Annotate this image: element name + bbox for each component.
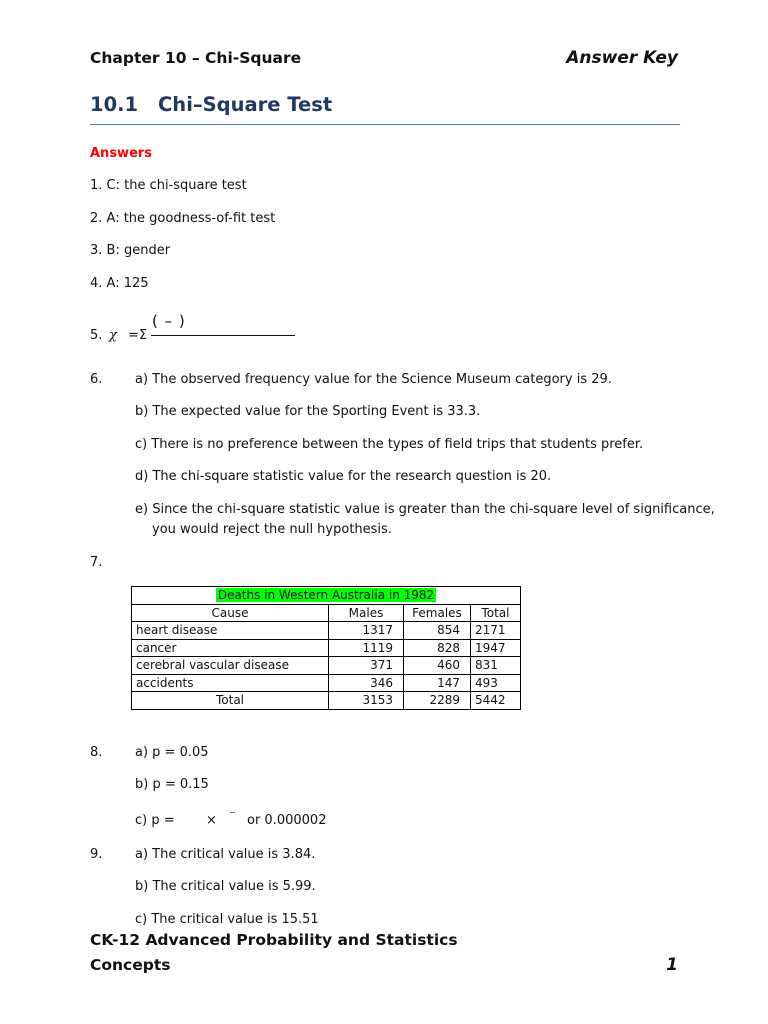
males-cell: 1317 [329,622,404,640]
sigma-symbol: Σ [139,328,148,343]
answers-label: Answers [90,146,153,161]
page-number: 1 [666,955,678,975]
answer-5-number: 5. [90,328,103,343]
total-cell: 493 [471,674,521,692]
section-title [90,93,332,116]
table-title: Deaths in Western Australia in 1982 [217,588,435,603]
total-cell: 1947 [471,639,521,657]
col-header-cause: Cause [132,604,329,622]
section-number: 10.1 [90,93,139,116]
table-title-row [132,587,521,605]
answer-6e-line2: you would reject the null hypothesis. [152,522,392,537]
section-title-text: Chi–Square Test [158,93,333,116]
cause-cell: heart disease [132,622,329,640]
answer-1: 1. C: the chi-square test [90,178,247,193]
table-row [132,674,521,692]
answer-8c-prefix: c) p = [135,813,175,828]
answer-5-formula [90,312,250,352]
answer-6b: b) The expected value for the Sporting Event is 33.3. [135,404,481,419]
answer-2: 2. A: the goodness-of-fit test [90,211,276,226]
answer-8b: b) p = 0.15 [135,777,209,792]
chapter-header: Chapter 10 – Chi-Square [90,49,302,67]
grand-total-cell: 5442 [471,692,521,710]
col-header-males: Males [329,604,404,622]
table-total-row [132,692,521,710]
fraction-bar [151,335,295,336]
chi-symbol: χ [109,328,117,343]
table-row [132,639,521,657]
females-cell: 460 [404,657,471,675]
answer-8-number: 8. [90,745,103,760]
footer-title-line1: CK-12 Advanced Probability and Statistics [90,931,458,949]
females-total-cell: 2289 [404,692,471,710]
females-cell: 147 [404,674,471,692]
answer-4: 4. A: 125 [90,276,149,291]
males-cell: 346 [329,674,404,692]
answer-6-number: 6. [90,372,103,387]
col-header-females: Females [404,604,471,622]
answer-9c: c) The critical value is 15.51 [135,912,319,927]
table-row [132,657,521,675]
answer-6a: a) The observed frequency value for the Science Museum category is 29. [135,372,612,387]
footer-title-line2: Concepts [90,956,171,974]
answer-key-label: Answer Key [566,48,678,68]
males-cell: 1119 [329,639,404,657]
deaths-table [131,586,521,710]
section-divider [90,124,680,125]
answer-6c: c) There is no preference between the types of field trips that students prefer. [135,437,644,452]
females-cell: 854 [404,622,471,640]
answer-6e-line1: e) Since the chi-square statistic value is greater than the chi-square level of significance, [135,502,715,517]
cause-cell: accidents [132,674,329,692]
col-header-total: Total [471,604,521,622]
total-cell: 2171 [471,622,521,640]
answer-7-number: 7. [90,555,103,570]
table-header-row [132,604,521,622]
cause-cell: cancer [132,639,329,657]
table-title-cell [132,587,521,605]
superscript-minus: ⁻ [229,808,236,823]
cause-cell: cerebral vascular disease [132,657,329,675]
formula-numerator: ( – ) [152,312,186,330]
equals-sign: = [128,328,139,343]
total-cell: 831 [471,657,521,675]
answer-8c-value: or 0.000002 [247,813,327,828]
answer-9b: b) The critical value is 5.99. [135,879,316,894]
answer-6d: d) The chi-square statistic value for the research question is 20. [135,469,552,484]
total-label-cell: Total [132,692,329,710]
males-total-cell: 3153 [329,692,404,710]
answer-3: 3. B: gender [90,243,171,258]
females-cell: 828 [404,639,471,657]
answer-8a: a) p = 0.05 [135,745,209,760]
males-cell: 371 [329,657,404,675]
times-symbol: × [206,813,217,828]
answer-9-number: 9. [90,847,103,862]
table-row [132,622,521,640]
answer-9a: a) The critical value is 3.84. [135,847,316,862]
